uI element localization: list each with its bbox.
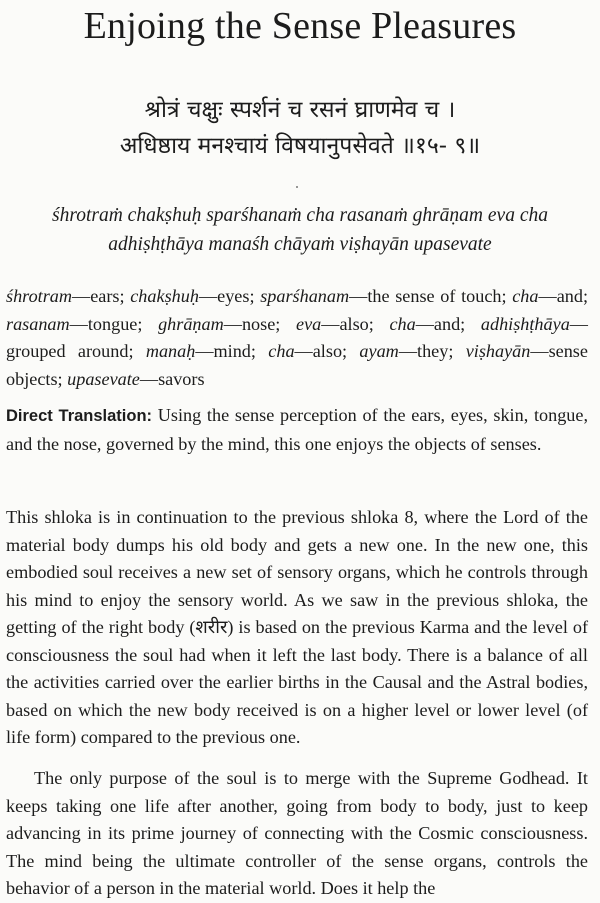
word-meaning-item: viṣhayān—sense objects (6, 341, 588, 389)
word-meanings: śhrotram—ears; chakṣhuḥ—eyes; sparśhanam—the sense of touch; cha—and; rasanam—tongue; ghrāṇam—nose; eva—also; cha—and; adhiṣhṭhāya—grouped around; manaḥ—mind; cha—also; ayam—they; viṣhayān—sense objects; upasevate—savors (6, 286, 589, 389)
direct-translation-label: Direct Translation: (6, 407, 153, 425)
word-meaning: ears (90, 286, 120, 306)
word-meaning: savors (158, 368, 205, 389)
word-term: manaḥ (145, 341, 196, 361)
word-meaning-item: ayam—they (359, 341, 449, 361)
word-term: cha (268, 341, 295, 361)
word-term: ayam (359, 341, 399, 361)
commentary-paragraph-2: The only purpose of the soul is to merge with the Supreme Godhead. It keeps taking one life after another, going from body to body, just to keep advancing in its prime journey of connecting with the Cosmic consciousness. The mind being the ultimate controller of the sense organs, controls the behavior of a person in the material world. Does it help the (6, 768, 588, 898)
word-term: adhiṣhṭhāya (480, 313, 570, 334)
direct-translation (6, 402, 588, 458)
word-meaning-item: manaḥ—mind (145, 341, 251, 361)
word-meaning: also (312, 341, 343, 361)
word-meaning: sense objects (6, 341, 588, 389)
sanskrit-verse (40, 92, 560, 164)
word-meaning-item: cha—and (389, 313, 461, 334)
word-term: chakṣhuḥ (130, 286, 199, 306)
sanskrit-line-2: अधिष्ठाय मनश्चायं विषयानुपसेवते ॥१५- ९॥ (119, 133, 481, 159)
word-meaning: tongue (87, 313, 138, 334)
word-meaning-item: śhrotram—ears (6, 286, 120, 306)
word-meaning-item: cha—and (512, 286, 583, 306)
word-term: śhrotram (6, 286, 73, 306)
word-term: upasevate (67, 368, 140, 389)
word-term: viṣhayān (465, 341, 531, 361)
word-meaning: also (339, 313, 369, 334)
commentary-paragraph-1: This shloka is in continuation to the previous shloka 8, where the Lord of the material body dumps his old body and gets a new one. In the new one, this embodied soul receives a new set of sensory organs, which he controls through his mind to enjoy the sensory world. As we saw in the previous shloka, the getting of the right body (शरीर) is based on the previous Karma and the level of consciousness the soul had when it left the last body. There is a balance of all the activities carried over the earlier births in the Causal and the Astral bodies, based on which the new body received is on a higher level or lower level (of life form) compared to the previous one. (6, 507, 588, 747)
sanskrit-line-1: श्रोत्रं चक्षुः स्पर्शनं च रसनं घ्राणमेव च । (144, 97, 456, 123)
word-meaning-item: sparśhanam—the sense of touch (260, 286, 502, 306)
transliteration-line-2: adhiṣhṭhāya manaśh chāyaṁ viṣhayān upasevate (108, 234, 492, 255)
word-meaning-item: ghrāṇam—nose (158, 313, 276, 334)
word-term: eva (296, 313, 322, 334)
word-term: ghrāṇam (158, 313, 224, 334)
word-term: cha (389, 313, 416, 334)
word-meaning: the sense of touch (367, 286, 502, 306)
direct-translation-text: Using the sense perception of the ears, eyes, skin, tongue, and the nose, governed by the mind, this one enjoys the objects of senses. (6, 405, 589, 454)
word-term: cha (512, 286, 539, 306)
word-meaning: and (433, 313, 461, 334)
word-meaning: eyes (217, 286, 250, 306)
transliteration-line-1: śhrotraṁ chakṣhuḥ sparśhanaṁ cha rasanaṁ ghrāṇam eva cha (52, 205, 548, 226)
word-meaning-item: eva—also (296, 313, 369, 334)
word-meaning-item: rasanam—tongue (6, 313, 138, 334)
word-meaning-item: upasevate—savors (67, 368, 205, 389)
decorative-dot (296, 186, 298, 188)
word-meaning: nose (241, 313, 276, 334)
transliteration (20, 201, 580, 259)
word-term: sparśhanam (260, 286, 350, 306)
word-meaning-item: chakṣhuḥ—eyes (130, 286, 250, 306)
word-meaning: mind (213, 341, 251, 361)
word-meaning-item: adhiṣhṭhāya—grouped around (6, 313, 588, 361)
word-meaning-item: cha—also (268, 341, 343, 361)
word-meaning: they (417, 341, 449, 361)
word-meaning: grouped around (6, 341, 129, 361)
word-meaning: and (556, 286, 583, 306)
page-title: Enjoing the Sense Pleasures (83, 5, 517, 47)
word-term: rasanam (6, 313, 70, 334)
